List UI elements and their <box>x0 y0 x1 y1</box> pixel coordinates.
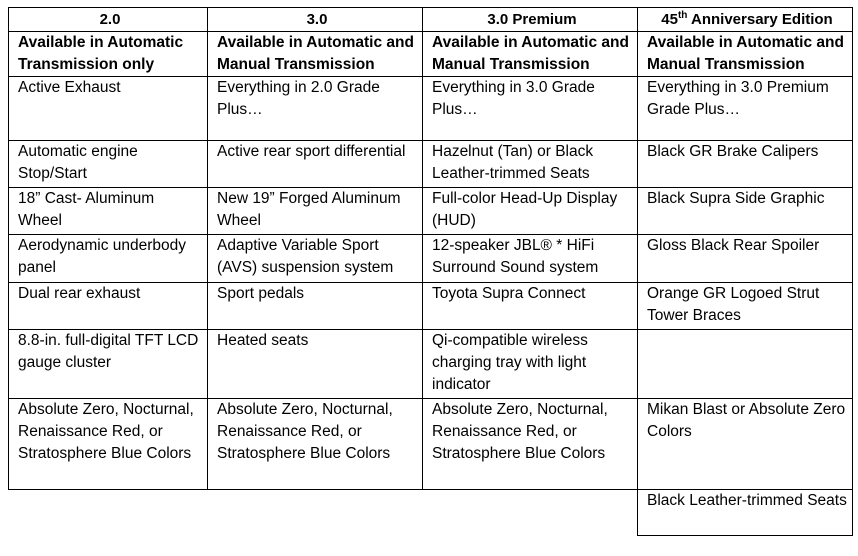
table-row <box>9 141 853 188</box>
table-row <box>9 235 853 283</box>
grade-comparison-table <box>8 7 853 536</box>
table-cell: Absolute Zero, Nocturnal, Renaissance Red, or Stratosphere Blue Colors <box>9 399 208 490</box>
table-cell: Aerodynamic underbody panel <box>9 235 208 283</box>
table-cell: Everything in 3.0 Grade Plus… <box>423 77 638 141</box>
table-cell: 12-speaker JBL® * HiFi Surround Sound system <box>423 235 638 283</box>
table-cell: Automatic engine Stop/Start <box>9 141 208 188</box>
table-cell: Qi-compatible wireless charging tray with light indicator <box>423 330 638 399</box>
table-row <box>9 490 853 536</box>
table-cell: Toyota Supra Connect <box>423 283 638 330</box>
header-cell-3-0: 3.0 <box>208 8 423 32</box>
availability-cell: Available in Automatic and Manual Transmission <box>638 32 853 77</box>
availability-cell: Available in Automatic and Manual Transmission <box>208 32 423 77</box>
table-cell: Absolute Zero, Nocturnal, Renaissance Red, or Stratosphere Blue Colors <box>423 399 638 490</box>
table-cell-empty <box>9 490 208 536</box>
table-cell: Full-color Head-Up Display (HUD) <box>423 188 638 235</box>
table-cell: Dual rear exhaust <box>9 283 208 330</box>
availability-cell: Available in Automatic and Manual Transmission <box>423 32 638 77</box>
table-cell: Adaptive Variable Sport (AVS) suspension system <box>208 235 423 283</box>
table-cell: Orange GR Logoed Strut Tower Braces <box>638 283 853 330</box>
table-cell-empty <box>423 490 638 536</box>
availability-cell: Available in Automatic Transmission only <box>9 32 208 77</box>
table-cell: Mikan Blast or Absolute Zero Colors <box>638 399 853 490</box>
table-cell: New 19” Forged Aluminum Wheel <box>208 188 423 235</box>
header-cell-45th-anniversary: 45th Anniversary Edition <box>638 8 853 32</box>
table-cell: Active rear sport differential <box>208 141 423 188</box>
header-cell-2-0: 2.0 <box>9 8 208 32</box>
table-cell: Sport pedals <box>208 283 423 330</box>
table-cell: 18” Cast- Aluminum Wheel <box>9 188 208 235</box>
table-cell: Heated seats <box>208 330 423 399</box>
table-cell: Everything in 2.0 Grade Plus… <box>208 77 423 141</box>
table-row <box>9 330 853 399</box>
table-row <box>9 77 853 141</box>
table-header-row <box>9 8 853 32</box>
table-cell: Black Supra Side Graphic <box>638 188 853 235</box>
availability-row <box>9 32 853 77</box>
table-cell: Gloss Black Rear Spoiler <box>638 235 853 283</box>
document-page <box>8 7 853 536</box>
table-cell: Absolute Zero, Nocturnal, Renaissance Red, or Stratosphere Blue Colors <box>208 399 423 490</box>
table-row <box>9 399 853 490</box>
table-row <box>9 188 853 235</box>
table-cell: Black GR Brake Calipers <box>638 141 853 188</box>
table-cell: Active Exhaust <box>9 77 208 141</box>
table-cell <box>638 330 853 399</box>
table-cell: Hazelnut (Tan) or Black Leather-trimmed Seats <box>423 141 638 188</box>
table-cell-empty <box>208 490 423 536</box>
header-cell-3-0-premium: 3.0 Premium <box>423 8 638 32</box>
table-cell: 8.8-in. full-digital TFT LCD gauge cluster <box>9 330 208 399</box>
table-cell: Everything in 3.0 Premium Grade Plus… <box>638 77 853 141</box>
table-row <box>9 283 853 330</box>
table-cell: Black Leather-trimmed Seats <box>638 490 853 536</box>
